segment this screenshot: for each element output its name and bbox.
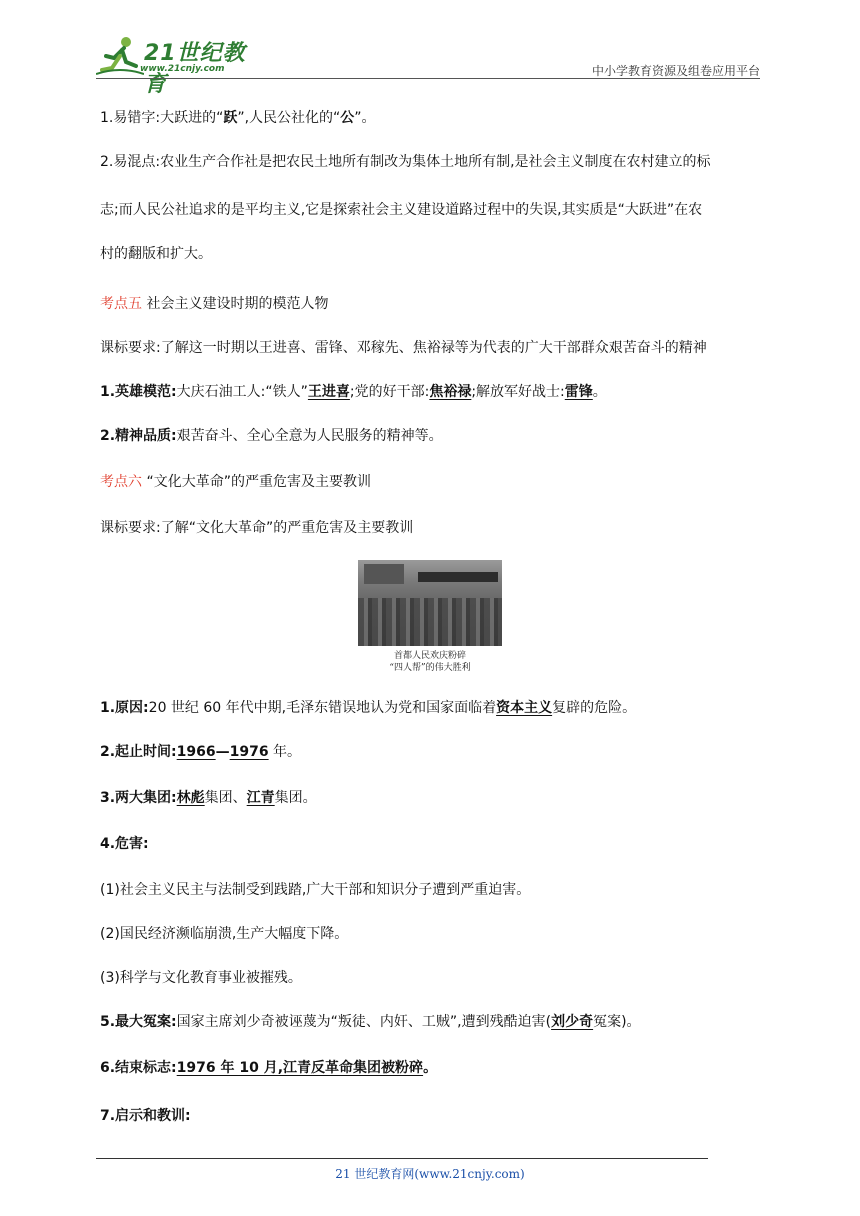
- platform-name: 中小学教育资源及组卷应用平台: [591, 64, 760, 78]
- text-segment: 4.危害:: [100, 836, 149, 852]
- text-segment: 1.原因:: [100, 700, 149, 716]
- text-segment: 3.两大集团:: [100, 790, 177, 806]
- text-line: [100, 338, 707, 358]
- historical-photo: [358, 560, 502, 678]
- text-line: [100, 834, 149, 854]
- text-segment: ;解放军好战士:: [471, 384, 565, 400]
- text-line: [100, 1058, 437, 1078]
- text-segment: (3)科学与文化教育事业被摧残。: [100, 970, 302, 986]
- key-term: 焦裕禄: [429, 384, 472, 400]
- text-segment: 复辟的危险。: [552, 700, 637, 716]
- photo-caption: [358, 650, 502, 674]
- text-line: [100, 924, 348, 944]
- text-segment: 课标要求:了解这一时期以王进喜、雷锋、邓稼先、焦裕禄等为代表的广大干部群众艰苦奋斗的精神: [100, 340, 707, 356]
- text-segment: 。: [592, 384, 607, 400]
- text-segment: 志;而人民公社追求的是平均主义,它是探索社会主义建设道路过程中的失误,其实质是“大跃进”在农: [100, 202, 703, 218]
- text-segment: 2.易混点:农业生产合作社是把农民土地所有制改为集体土地所有制,是社会主义制度在农村建立的标: [100, 154, 711, 170]
- text-segment: 村的翻版和扩大。: [100, 246, 212, 262]
- text-line: [100, 152, 711, 172]
- text-segment: 大庆石油工人:“铁人”: [176, 384, 308, 400]
- footer-divider: [96, 1158, 708, 1159]
- section-label: 考点五: [100, 296, 142, 312]
- text-segment: 2.起止时间:: [100, 744, 177, 760]
- text-line: [100, 1012, 641, 1032]
- section-label: 考点六: [100, 474, 142, 490]
- text-segment: ”,人民公社化的“: [237, 110, 341, 126]
- key-term: 刘少奇: [551, 1014, 594, 1030]
- text-segment: 5.最大冤案:: [100, 1014, 177, 1030]
- text-segment: ”。: [354, 110, 376, 126]
- text-line: [100, 742, 301, 762]
- caption-line-2: “四人帮”的伟大胜利: [389, 663, 471, 673]
- key-term: 1976 年 10 月,江青反革命集团被粉碎: [176, 1060, 424, 1076]
- text-segment: 7.启示和教训:: [100, 1108, 191, 1124]
- text-segment: 公: [340, 110, 355, 126]
- photo-image: [358, 560, 502, 646]
- text-line: [100, 1106, 191, 1126]
- text-segment: “文化大革命”的严重危害及主要教训: [142, 474, 371, 490]
- text-segment: 。: [423, 1060, 438, 1076]
- text-segment: 国家主席刘少奇被诬蔑为“叛徒、内奸、工贼”,遭到残酷迫害(: [176, 1014, 552, 1030]
- text-segment: 年。: [268, 744, 302, 760]
- footer-text[interactable]: 21 世纪教育网(www.21cnjy.com): [335, 1167, 525, 1181]
- text-segment: 1.易错字:大跃进的“: [100, 110, 224, 126]
- text-segment: 6.结束标志:: [100, 1060, 177, 1076]
- text-line: [100, 294, 328, 314]
- key-term: 雷锋: [564, 384, 593, 400]
- text-segment: 跃: [223, 110, 238, 126]
- caption-line-1: 首都人民欢庆粉碎: [393, 651, 466, 661]
- text-segment: (1)社会主义民主与法制受到践踏,广大干部和知识分子遭到严重迫害。: [100, 882, 531, 898]
- text-segment: 冤案)。: [593, 1014, 641, 1030]
- text-line: [100, 698, 636, 718]
- text-line: [100, 968, 302, 988]
- text-segment: ;党的好干部:: [349, 384, 430, 400]
- text-segment: 艰苦奋斗、全心全意为人民服务的精神等。: [176, 428, 443, 444]
- runner-logo-icon: [96, 36, 144, 76]
- text-line: [100, 382, 607, 402]
- text-segment: 集团。: [274, 790, 317, 806]
- page-header: [96, 30, 760, 97]
- text-segment: 20 世纪 60 年代中期,毛泽东错误地认为党和国家面临着: [148, 700, 497, 716]
- text-segment: 社会主义建设时期的模范人物: [142, 296, 329, 312]
- text-line: [100, 518, 413, 538]
- text-line: [100, 472, 371, 492]
- text-segment: 2.精神品质:: [100, 428, 177, 444]
- text-line: [100, 200, 702, 220]
- key-term: 王进喜: [307, 384, 350, 400]
- logo-url: www.21cnjy.com: [140, 64, 225, 74]
- header-divider: [96, 78, 760, 79]
- text-segment: 1.英雄模范:: [100, 384, 177, 400]
- key-term: 1976: [229, 744, 269, 760]
- text-segment: 集团、: [204, 790, 247, 806]
- site-logo[interactable]: [96, 36, 266, 97]
- text-segment: 课标要求:了解“文化大革命”的严重危害及主要教训: [100, 520, 414, 536]
- text-line: [100, 880, 530, 900]
- text-line: [100, 108, 376, 128]
- key-term: 林彪: [176, 790, 205, 806]
- text-segment: —: [215, 744, 230, 760]
- text-line: [100, 244, 212, 264]
- logo-text: 21世纪教育: [144, 41, 246, 97]
- key-term: 1966: [176, 744, 216, 760]
- key-term: 资本主义: [496, 700, 553, 716]
- text-line: [100, 426, 443, 446]
- text-segment: (2)国民经济濒临崩溃,生产大幅度下降。: [100, 926, 349, 942]
- text-line: [100, 788, 317, 808]
- key-term: 江青: [246, 790, 275, 806]
